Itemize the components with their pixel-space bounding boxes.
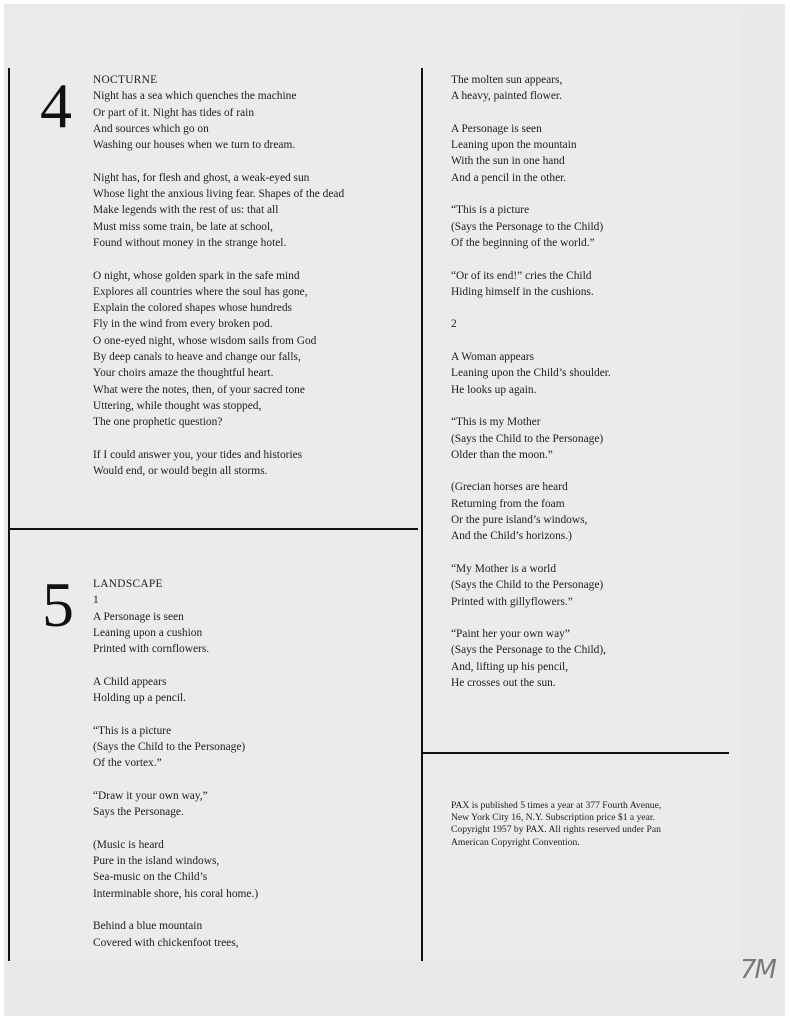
poem-line: Leaning upon the mountain bbox=[451, 139, 577, 152]
poem-line: Of the vortex.” bbox=[93, 757, 162, 770]
stanza-gap bbox=[451, 333, 611, 349]
poem-line: Interminable shore, his coral home.) bbox=[93, 887, 259, 900]
poem-line: Explores all countries where the soul has gone, bbox=[93, 285, 308, 298]
stanza-gap bbox=[451, 105, 611, 121]
poem-line: Sea-music on the Child’s bbox=[93, 871, 208, 884]
poem-line: (Music is heard bbox=[93, 838, 164, 851]
poem-line: (Says the Child to the Personage) bbox=[93, 740, 246, 753]
poem-line: Found without money in the strange hotel. bbox=[93, 236, 287, 249]
poem-line: Washing our houses when we turn to dream. bbox=[93, 139, 296, 152]
poem-landscape-continued bbox=[451, 72, 611, 691]
colophon-line: American Copyright Convention. bbox=[451, 836, 580, 848]
poem-line: Leaning upon a cushion bbox=[93, 626, 203, 639]
poem-line: And a pencil in the other. bbox=[451, 171, 567, 184]
poem-line: “This is a picture bbox=[93, 724, 172, 737]
poem-line: Make legends with the rest of us: that all bbox=[93, 204, 279, 217]
poem-nocturne bbox=[93, 72, 344, 479]
left-margin-rule bbox=[8, 68, 10, 961]
section-divider-right bbox=[421, 752, 729, 754]
stanza-gap bbox=[451, 545, 611, 561]
stanza-gap bbox=[451, 251, 611, 267]
colophon-line: New York City 16, N.Y. Subscription price $1 a year. bbox=[451, 812, 655, 824]
stanza-gap bbox=[93, 657, 258, 673]
poem-line: Behind a blue mountain bbox=[93, 920, 203, 933]
poem-line: The molten sun appears, bbox=[451, 74, 563, 86]
poem-line: By deep canals to heave and change our falls, bbox=[93, 351, 301, 364]
part-label-2: 2 bbox=[451, 318, 457, 331]
poem-line: “Draw it your own way,” bbox=[93, 789, 208, 802]
poem-line: Fly in the wind from every broken pod. bbox=[93, 318, 273, 331]
poem-line: Uttering, while thought was stopped, bbox=[93, 399, 262, 412]
stanza-gap bbox=[451, 398, 611, 414]
poem-line: Your choirs amaze the thoughtful heart. bbox=[93, 367, 274, 380]
poem-line: He looks up again. bbox=[451, 383, 537, 396]
poem-line: With the sun in one hand bbox=[451, 155, 565, 168]
poem-line: (Grecian horses are heard bbox=[451, 481, 568, 494]
stanza-gap bbox=[93, 706, 258, 722]
stanza-gap bbox=[93, 902, 258, 918]
stanza-gap bbox=[93, 431, 344, 447]
colophon bbox=[451, 800, 717, 849]
poem-line: Pure in the island windows, bbox=[93, 855, 220, 868]
poem-landscape bbox=[93, 576, 258, 951]
section-divider-left bbox=[8, 528, 418, 530]
handwritten-mark: 7M bbox=[740, 955, 775, 985]
stanza-gap bbox=[451, 300, 611, 316]
poem-line: Whose light the anxious living fear. Shapes of the dead bbox=[93, 188, 345, 201]
poem-line: A Woman appears bbox=[451, 351, 535, 364]
poem-line: Explain the colored shapes whose hundreds bbox=[93, 302, 292, 315]
poem-line: (Says the Child to the Personage) bbox=[451, 579, 604, 592]
center-column-rule bbox=[421, 68, 423, 961]
poem-line: “This is a picture bbox=[451, 204, 530, 217]
poem-line: Printed with cornflowers. bbox=[93, 643, 210, 656]
poem-line: Night has a sea which quenches the machine bbox=[93, 90, 297, 103]
poem-line: Of the beginning of the world.” bbox=[451, 236, 595, 249]
poem-line: Hiding himself in the cushions. bbox=[451, 285, 594, 298]
section-number-5: 5 bbox=[42, 569, 74, 640]
poem-line: Printed with gillyflowers.” bbox=[451, 595, 573, 608]
poem-line: “This is my Mother bbox=[451, 416, 541, 429]
stanza-gap bbox=[93, 251, 344, 267]
poem-line: “Paint her your own way” bbox=[451, 628, 570, 641]
poem-line: What were the notes, then, of your sacred tone bbox=[93, 383, 305, 396]
poem-line: Night has, for flesh and ghost, a weak-eyed sun bbox=[93, 171, 310, 184]
poem-line: “My Mother is a world bbox=[451, 562, 557, 575]
poem-line: And sources which go on bbox=[93, 122, 209, 135]
poem-line: O night, whose golden spark in the safe mind bbox=[93, 269, 300, 282]
stanza-gap bbox=[93, 820, 258, 836]
stanza-gap bbox=[93, 772, 258, 788]
colophon-line: PAX is published 5 times a year at 377 Fourth Avenue, bbox=[451, 800, 662, 811]
poem-title-nocturne: NOCTURNE bbox=[93, 74, 158, 86]
poem-line: Says the Personage. bbox=[93, 806, 184, 819]
poem-line: The one prophetic question? bbox=[93, 416, 223, 429]
poem-line: A Child appears bbox=[93, 675, 167, 688]
poem-line: Returning from the foam bbox=[451, 497, 565, 510]
section-number-4: 4 bbox=[40, 70, 72, 141]
poem-line: (Says the Child to the Personage) bbox=[451, 432, 604, 445]
poem-line: If I could answer you, your tides and histories bbox=[93, 448, 303, 461]
poem-line: A Personage is seen bbox=[451, 122, 542, 135]
poem-line: And the Child’s horizons.) bbox=[451, 530, 572, 543]
part-label-1: 1 bbox=[93, 594, 99, 607]
poem-title-landscape: LANDSCAPE bbox=[93, 578, 163, 590]
poem-line: Or part of it. Night has tides of rain bbox=[93, 106, 255, 119]
poem-line: A Personage is seen bbox=[93, 610, 184, 623]
poem-line: A heavy, painted flower. bbox=[451, 90, 562, 103]
poem-line: “Or of its end!” cries the Child bbox=[451, 269, 592, 282]
stanza-gap bbox=[451, 186, 611, 202]
poem-line: O one-eyed night, whose wisdom sails from God bbox=[93, 334, 317, 347]
stanza-gap bbox=[93, 153, 344, 169]
poem-line: Or the pure island’s windows, bbox=[451, 514, 588, 527]
stanza-gap bbox=[451, 463, 611, 479]
poem-line: Covered with chickenfoot trees, bbox=[93, 936, 239, 949]
poem-line: Would end, or would begin all storms. bbox=[93, 465, 268, 478]
poem-line: Must miss some train, be late at school, bbox=[93, 220, 274, 233]
poem-line: Older than the moon.” bbox=[451, 448, 553, 461]
poem-line: Leaning upon the Child’s shoulder. bbox=[451, 367, 611, 380]
poem-line: (Says the Personage to the Child) bbox=[451, 220, 604, 233]
stanza-gap bbox=[451, 610, 611, 626]
poem-line: Holding up a pencil. bbox=[93, 692, 187, 705]
poem-line: And, lifting up his pencil, bbox=[451, 660, 569, 673]
poem-line: (Says the Personage to the Child), bbox=[451, 644, 607, 657]
poem-line: He crosses out the sun. bbox=[451, 676, 556, 689]
colophon-line: Copyright 1957 by PAX. All rights reserved under Pan bbox=[451, 824, 661, 836]
